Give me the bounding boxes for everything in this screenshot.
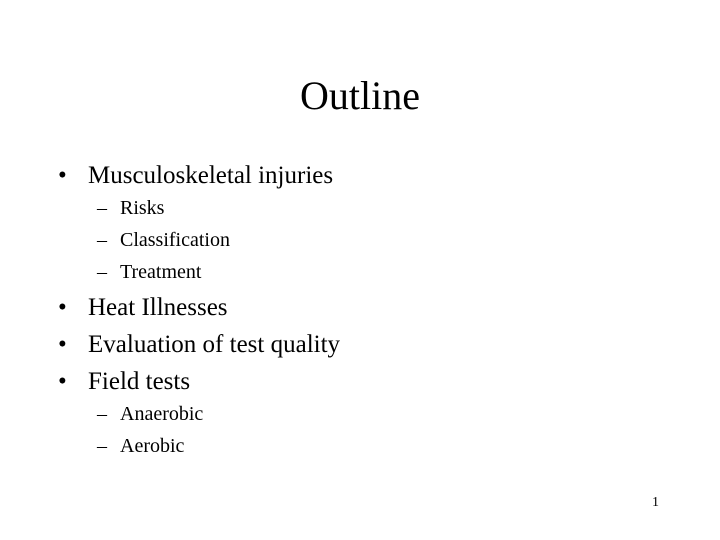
sub-item-classification bbox=[97, 227, 230, 253]
dash-icon: – bbox=[97, 403, 107, 425]
bullet-item-heat-illnesses bbox=[58, 292, 228, 324]
sub-item-label: Aerobic bbox=[120, 435, 185, 457]
bullet-icon: • bbox=[58, 162, 67, 189]
sub-item-risks bbox=[97, 195, 164, 221]
sub-item-anaerobic bbox=[97, 401, 203, 427]
slide-title: Outline bbox=[300, 73, 420, 118]
bullet-icon: • bbox=[58, 331, 67, 358]
sub-item-label: Anaerobic bbox=[120, 403, 204, 425]
bullet-item-evaluation-of-test-quality bbox=[58, 329, 340, 361]
dash-icon: – bbox=[97, 435, 107, 457]
bullet-icon: • bbox=[58, 294, 67, 321]
sub-item-label: Treatment bbox=[120, 261, 202, 283]
bullet-label: Field tests bbox=[88, 368, 191, 395]
sub-item-aerobic bbox=[97, 433, 184, 459]
dash-icon: – bbox=[97, 229, 107, 251]
bullet-label: Evaluation of test quality bbox=[88, 331, 341, 358]
sub-item-label: Classification bbox=[120, 229, 230, 251]
bullet-label: Musculoskeletal injuries bbox=[88, 162, 334, 189]
bullet-icon: • bbox=[58, 368, 67, 395]
sub-item-treatment bbox=[97, 259, 201, 285]
dash-icon: – bbox=[97, 261, 107, 283]
bullet-item-field-tests bbox=[58, 366, 190, 398]
sub-item-label: Risks bbox=[120, 197, 165, 219]
bullet-label: Heat Illnesses bbox=[88, 294, 228, 321]
dash-icon: – bbox=[97, 197, 107, 219]
bullet-item-musculoskeletal-injuries bbox=[58, 160, 333, 192]
page-number: 1 bbox=[652, 495, 659, 510]
